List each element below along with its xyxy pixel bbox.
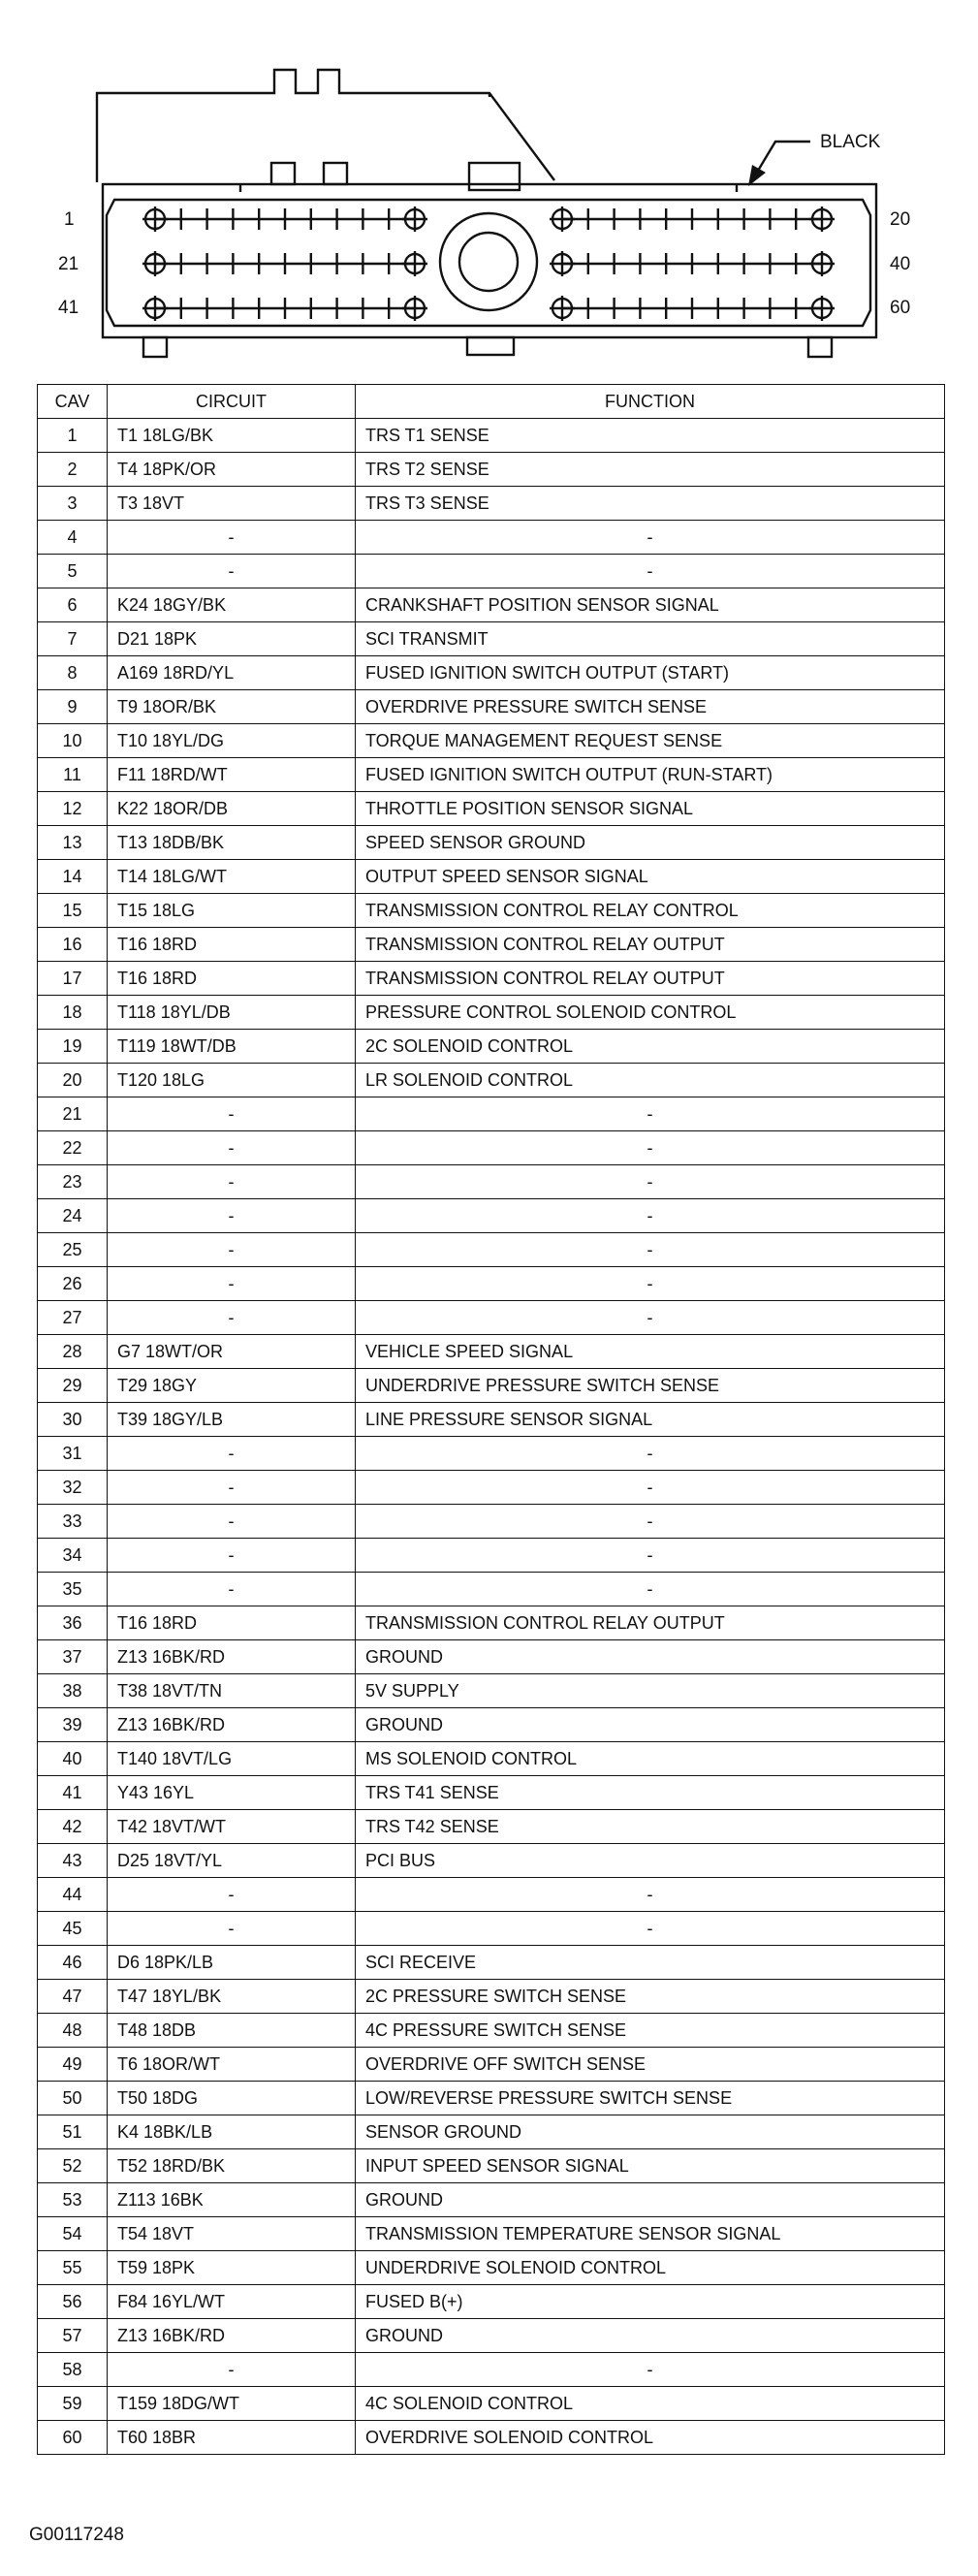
cell-cav: 27 (38, 1301, 108, 1335)
cell-circuit: - (108, 1301, 356, 1335)
cell-cav: 18 (38, 996, 108, 1030)
table-row (38, 2183, 945, 2217)
table-row (38, 2353, 945, 2387)
cell-circuit: T29 18GY (108, 1369, 356, 1403)
table-row (38, 1369, 945, 1403)
cell-cav: 10 (38, 724, 108, 758)
cell-cav: 39 (38, 1708, 108, 1742)
cell-function: - (356, 521, 945, 555)
cell-function: SPEED SENSOR GROUND (356, 826, 945, 860)
cell-function: - (356, 2353, 945, 2387)
cell-function: INPUT SPEED SENSOR SIGNAL (356, 2149, 945, 2183)
cell-circuit: - (108, 1573, 356, 1606)
table-row (38, 860, 945, 894)
table-row (38, 928, 945, 962)
cell-circuit: Y43 16YL (108, 1776, 356, 1810)
table-row (38, 2014, 945, 2048)
table-row (38, 521, 945, 555)
cell-cav: 60 (38, 2421, 108, 2455)
cell-circuit: K22 18OR/DB (108, 792, 356, 826)
cell-function: FUSED IGNITION SWITCH OUTPUT (START) (356, 656, 945, 690)
cell-function: TRANSMISSION CONTROL RELAY OUTPUT (356, 1606, 945, 1640)
table-row (38, 1267, 945, 1301)
table-row (38, 2421, 945, 2455)
table-row (38, 2115, 945, 2149)
cell-circuit: G7 18WT/OR (108, 1335, 356, 1369)
table-row (38, 1403, 945, 1437)
cell-cav: 23 (38, 1165, 108, 1199)
cell-function: UNDERDRIVE PRESSURE SWITCH SENSE (356, 1369, 945, 1403)
cell-cav: 57 (38, 2319, 108, 2353)
cell-cav: 35 (38, 1573, 108, 1606)
cell-cav: 42 (38, 1810, 108, 1844)
cell-function: 4C SOLENOID CONTROL (356, 2387, 945, 2421)
table-row (38, 1165, 945, 1199)
table-row (38, 622, 945, 656)
cell-circuit: T10 18YL/DG (108, 724, 356, 758)
table-row (38, 1912, 945, 1946)
cell-function: TRS T1 SENSE (356, 419, 945, 453)
cell-circuit: T16 18RD (108, 928, 356, 962)
cell-circuit: T16 18RD (108, 962, 356, 996)
table-row (38, 2048, 945, 2082)
cell-cav: 32 (38, 1471, 108, 1505)
cell-circuit: T16 18RD (108, 1606, 356, 1640)
cell-circuit: T15 18LG (108, 894, 356, 928)
table-row (38, 826, 945, 860)
cell-cav: 16 (38, 928, 108, 962)
table-row (38, 1437, 945, 1471)
cell-function: 4C PRESSURE SWITCH SENSE (356, 2014, 945, 2048)
cell-function: FUSED B(+) (356, 2285, 945, 2319)
cell-circuit: T13 18DB/BK (108, 826, 356, 860)
cell-function: 5V SUPPLY (356, 1674, 945, 1708)
cell-cav: 4 (38, 521, 108, 555)
cell-circuit: K4 18BK/LB (108, 2115, 356, 2149)
cell-circuit: T6 18OR/WT (108, 2048, 356, 2082)
cell-function: LINE PRESSURE SENSOR SIGNAL (356, 1403, 945, 1437)
cell-function: OVERDRIVE PRESSURE SWITCH SENSE (356, 690, 945, 724)
connector-rear-housing (97, 70, 554, 182)
cell-circuit: T119 18WT/DB (108, 1030, 356, 1064)
cell-cav: 54 (38, 2217, 108, 2251)
table-row (38, 2319, 945, 2353)
cell-function: TRS T3 SENSE (356, 487, 945, 521)
table-row (38, 1471, 945, 1505)
cell-function: - (356, 1437, 945, 1471)
cell-function: - (356, 1573, 945, 1606)
cell-function: - (356, 1199, 945, 1233)
cell-circuit: T4 18PK/OR (108, 453, 356, 487)
cell-cav: 49 (38, 2048, 108, 2082)
cell-cav: 38 (38, 1674, 108, 1708)
cell-function: GROUND (356, 1708, 945, 1742)
cell-circuit: T3 18VT (108, 487, 356, 521)
cell-cav: 51 (38, 2115, 108, 2149)
cell-function: CRANKSHAFT POSITION SENSOR SIGNAL (356, 588, 945, 622)
cell-circuit: Z13 16BK/RD (108, 1708, 356, 1742)
cell-function: MS SOLENOID CONTROL (356, 1742, 945, 1776)
table-row (38, 996, 945, 1030)
cell-cav: 43 (38, 1844, 108, 1878)
pin-label-1: 1 (64, 209, 75, 230)
cell-circuit: D25 18VT/YL (108, 1844, 356, 1878)
cell-circuit: T9 18OR/BK (108, 690, 356, 724)
cell-circuit: T1 18LG/BK (108, 419, 356, 453)
table-row (38, 1674, 945, 1708)
table-row (38, 1640, 945, 1674)
cell-circuit: T50 18DG (108, 2082, 356, 2115)
figure-id: G00117248 (29, 2525, 124, 2545)
cell-cav: 29 (38, 1369, 108, 1403)
cell-function: - (356, 1912, 945, 1946)
cell-function: - (356, 1505, 945, 1539)
cell-cav: 30 (38, 1403, 108, 1437)
cell-circuit: - (108, 2353, 356, 2387)
cell-cav: 2 (38, 453, 108, 487)
table-row (38, 1606, 945, 1640)
table-row (38, 1539, 945, 1573)
cell-circuit: - (108, 1233, 356, 1267)
cell-function: - (356, 1301, 945, 1335)
pin-label-40: 40 (890, 254, 911, 274)
cell-function: TORQUE MANAGEMENT REQUEST SENSE (356, 724, 945, 758)
pin-label-21: 21 (58, 254, 79, 274)
header-circuit: CIRCUIT (108, 385, 356, 419)
black-color-callout (748, 132, 881, 186)
cell-function: GROUND (356, 1640, 945, 1674)
cell-function: FUSED IGNITION SWITCH OUTPUT (RUN-START) (356, 758, 945, 792)
cell-function: - (356, 1131, 945, 1165)
connector-color-label: BLACK (820, 132, 881, 152)
cell-cav: 21 (38, 1097, 108, 1131)
cell-cav: 40 (38, 1742, 108, 1776)
table-row (38, 1573, 945, 1606)
table-row (38, 962, 945, 996)
table-row (38, 690, 945, 724)
cell-cav: 12 (38, 792, 108, 826)
cell-function: TRS T2 SENSE (356, 453, 945, 487)
pin-cavity-rows (142, 207, 835, 321)
cell-cav: 7 (38, 622, 108, 656)
cell-circuit: - (108, 521, 356, 555)
cell-circuit: T59 18PK (108, 2251, 356, 2285)
cell-cav: 48 (38, 2014, 108, 2048)
center-bolt-boss (440, 213, 537, 310)
cell-function: - (356, 555, 945, 588)
cell-circuit: - (108, 1131, 356, 1165)
cell-cav: 31 (38, 1437, 108, 1471)
cell-circuit: - (108, 1437, 356, 1471)
cell-cav: 58 (38, 2353, 108, 2387)
cell-cav: 1 (38, 419, 108, 453)
cell-circuit: F11 18RD/WT (108, 758, 356, 792)
table-row (38, 758, 945, 792)
cell-cav: 33 (38, 1505, 108, 1539)
cell-function: TRS T42 SENSE (356, 1810, 945, 1844)
table-row (38, 724, 945, 758)
cell-function: SCI TRANSMIT (356, 622, 945, 656)
cell-function: - (356, 1165, 945, 1199)
table-row (38, 1199, 945, 1233)
table-row (38, 1301, 945, 1335)
table-row (38, 2251, 945, 2285)
table-header-row (38, 385, 945, 419)
cell-cav: 15 (38, 894, 108, 928)
cell-cav: 36 (38, 1606, 108, 1640)
cell-cav: 8 (38, 656, 108, 690)
cell-function: TRANSMISSION CONTROL RELAY OUTPUT (356, 962, 945, 996)
cell-cav: 45 (38, 1912, 108, 1946)
cell-circuit: - (108, 1267, 356, 1301)
cell-function: TRS T41 SENSE (356, 1776, 945, 1810)
cell-circuit: - (108, 1912, 356, 1946)
cell-cav: 53 (38, 2183, 108, 2217)
cell-function: - (356, 1267, 945, 1301)
cell-circuit: T14 18LG/WT (108, 860, 356, 894)
cell-cav: 13 (38, 826, 108, 860)
cell-cav: 59 (38, 2387, 108, 2421)
cell-cav: 9 (38, 690, 108, 724)
cell-circuit: T38 18VT/TN (108, 1674, 356, 1708)
table-row (38, 1131, 945, 1165)
table-row (38, 2285, 945, 2319)
table-row (38, 2217, 945, 2251)
cell-function: UNDERDRIVE SOLENOID CONTROL (356, 2251, 945, 2285)
cell-cav: 37 (38, 1640, 108, 1674)
cell-cav: 34 (38, 1539, 108, 1573)
table-row (38, 1776, 945, 1810)
cell-circuit: T140 18VT/LG (108, 1742, 356, 1776)
cell-circuit: Z13 16BK/RD (108, 1640, 356, 1674)
table-row (38, 453, 945, 487)
cell-function: LOW/REVERSE PRESSURE SWITCH SENSE (356, 2082, 945, 2115)
cell-cav: 5 (38, 555, 108, 588)
cell-cav: 25 (38, 1233, 108, 1267)
cavity-circuit-table (37, 384, 945, 2455)
cell-circuit: F84 16YL/WT (108, 2285, 356, 2319)
table-row (38, 656, 945, 690)
cell-circuit: - (108, 1539, 356, 1573)
cell-function: OVERDRIVE SOLENOID CONTROL (356, 2421, 945, 2455)
cell-circuit: Z13 16BK/RD (108, 2319, 356, 2353)
cell-cav: 14 (38, 860, 108, 894)
cell-circuit: - (108, 1505, 356, 1539)
cell-function: - (356, 1539, 945, 1573)
cell-function: VEHICLE SPEED SIGNAL (356, 1335, 945, 1369)
cell-function: 2C PRESSURE SWITCH SENSE (356, 1980, 945, 2014)
top-latch-tabs (271, 163, 520, 190)
cell-function: - (356, 1097, 945, 1131)
cell-circuit: - (108, 1471, 356, 1505)
cell-cav: 46 (38, 1946, 108, 1980)
cell-cav: 44 (38, 1878, 108, 1912)
table-row (38, 419, 945, 453)
cell-cav: 6 (38, 588, 108, 622)
cell-circuit: T54 18VT (108, 2217, 356, 2251)
cell-function: PCI BUS (356, 1844, 945, 1878)
connector-body (103, 184, 876, 337)
cell-circuit: T48 18DB (108, 2014, 356, 2048)
table-row (38, 588, 945, 622)
table-row (38, 1844, 945, 1878)
table-row (38, 1505, 945, 1539)
cell-cav: 56 (38, 2285, 108, 2319)
cell-cav: 41 (38, 1776, 108, 1810)
cell-cav: 47 (38, 1980, 108, 2014)
connector-diagram (0, 0, 978, 368)
cell-function: SENSOR GROUND (356, 2115, 945, 2149)
cell-circuit: K24 18GY/BK (108, 588, 356, 622)
cell-function: TRANSMISSION CONTROL RELAY CONTROL (356, 894, 945, 928)
table-row (38, 1030, 945, 1064)
table-row (38, 2149, 945, 2183)
cell-cav: 52 (38, 2149, 108, 2183)
cell-circuit: A169 18RD/YL (108, 656, 356, 690)
cell-cav: 20 (38, 1064, 108, 1097)
cell-function: THROTTLE POSITION SENSOR SIGNAL (356, 792, 945, 826)
cell-cav: 50 (38, 2082, 108, 2115)
table-row (38, 1742, 945, 1776)
cell-circuit: T47 18YL/BK (108, 1980, 356, 2014)
cell-function: LR SOLENOID CONTROL (356, 1064, 945, 1097)
table-row (38, 555, 945, 588)
cell-circuit: T60 18BR (108, 2421, 356, 2455)
cell-cav: 17 (38, 962, 108, 996)
header-cav: CAV (38, 385, 108, 419)
cell-circuit: T42 18VT/WT (108, 1810, 356, 1844)
table-row (38, 1097, 945, 1131)
cell-function: 2C SOLENOID CONTROL (356, 1030, 945, 1064)
cell-cav: 24 (38, 1199, 108, 1233)
table-row (38, 1980, 945, 2014)
table-row (38, 1878, 945, 1912)
header-function: FUNCTION (356, 385, 945, 419)
cell-function: - (356, 1233, 945, 1267)
pin-label-20: 20 (890, 209, 911, 230)
cell-circuit: T159 18DG/WT (108, 2387, 356, 2421)
pin-label-60: 60 (890, 298, 911, 318)
cell-circuit: Z113 16BK (108, 2183, 356, 2217)
table-row (38, 1233, 945, 1267)
table-row (38, 1335, 945, 1369)
table-row (38, 792, 945, 826)
cell-cav: 28 (38, 1335, 108, 1369)
cell-circuit: - (108, 1878, 356, 1912)
bottom-mounting-feet (143, 337, 832, 357)
cell-function: TRANSMISSION CONTROL RELAY OUTPUT (356, 928, 945, 962)
cell-function: TRANSMISSION TEMPERATURE SENSOR SIGNAL (356, 2217, 945, 2251)
cell-function: GROUND (356, 2319, 945, 2353)
cell-circuit: - (108, 1097, 356, 1131)
cell-cav: 55 (38, 2251, 108, 2285)
table-row (38, 1708, 945, 1742)
cell-cav: 19 (38, 1030, 108, 1064)
table-row (38, 1064, 945, 1097)
cell-function: - (356, 1471, 945, 1505)
cell-function: OVERDRIVE OFF SWITCH SENSE (356, 2048, 945, 2082)
cell-cav: 3 (38, 487, 108, 521)
cell-function: PRESSURE CONTROL SOLENOID CONTROL (356, 996, 945, 1030)
cell-function: GROUND (356, 2183, 945, 2217)
pin-label-41: 41 (58, 298, 79, 318)
cell-function: SCI RECEIVE (356, 1946, 945, 1980)
table-row (38, 894, 945, 928)
cell-function: OUTPUT SPEED SENSOR SIGNAL (356, 860, 945, 894)
cell-circuit: - (108, 1199, 356, 1233)
table-row (38, 2387, 945, 2421)
cell-circuit: T52 18RD/BK (108, 2149, 356, 2183)
cell-cav: 22 (38, 1131, 108, 1165)
cell-circuit: T39 18GY/LB (108, 1403, 356, 1437)
cell-circuit: - (108, 1165, 356, 1199)
table-row (38, 2082, 945, 2115)
cell-function: - (356, 1878, 945, 1912)
cell-cav: 11 (38, 758, 108, 792)
cell-circuit: T120 18LG (108, 1064, 356, 1097)
cell-circuit: D21 18PK (108, 622, 356, 656)
table-row (38, 487, 945, 521)
cell-circuit: D6 18PK/LB (108, 1946, 356, 1980)
cell-circuit: - (108, 555, 356, 588)
cell-cav: 26 (38, 1267, 108, 1301)
table-row (38, 1810, 945, 1844)
cell-circuit: T118 18YL/DB (108, 996, 356, 1030)
table-row (38, 1946, 945, 1980)
